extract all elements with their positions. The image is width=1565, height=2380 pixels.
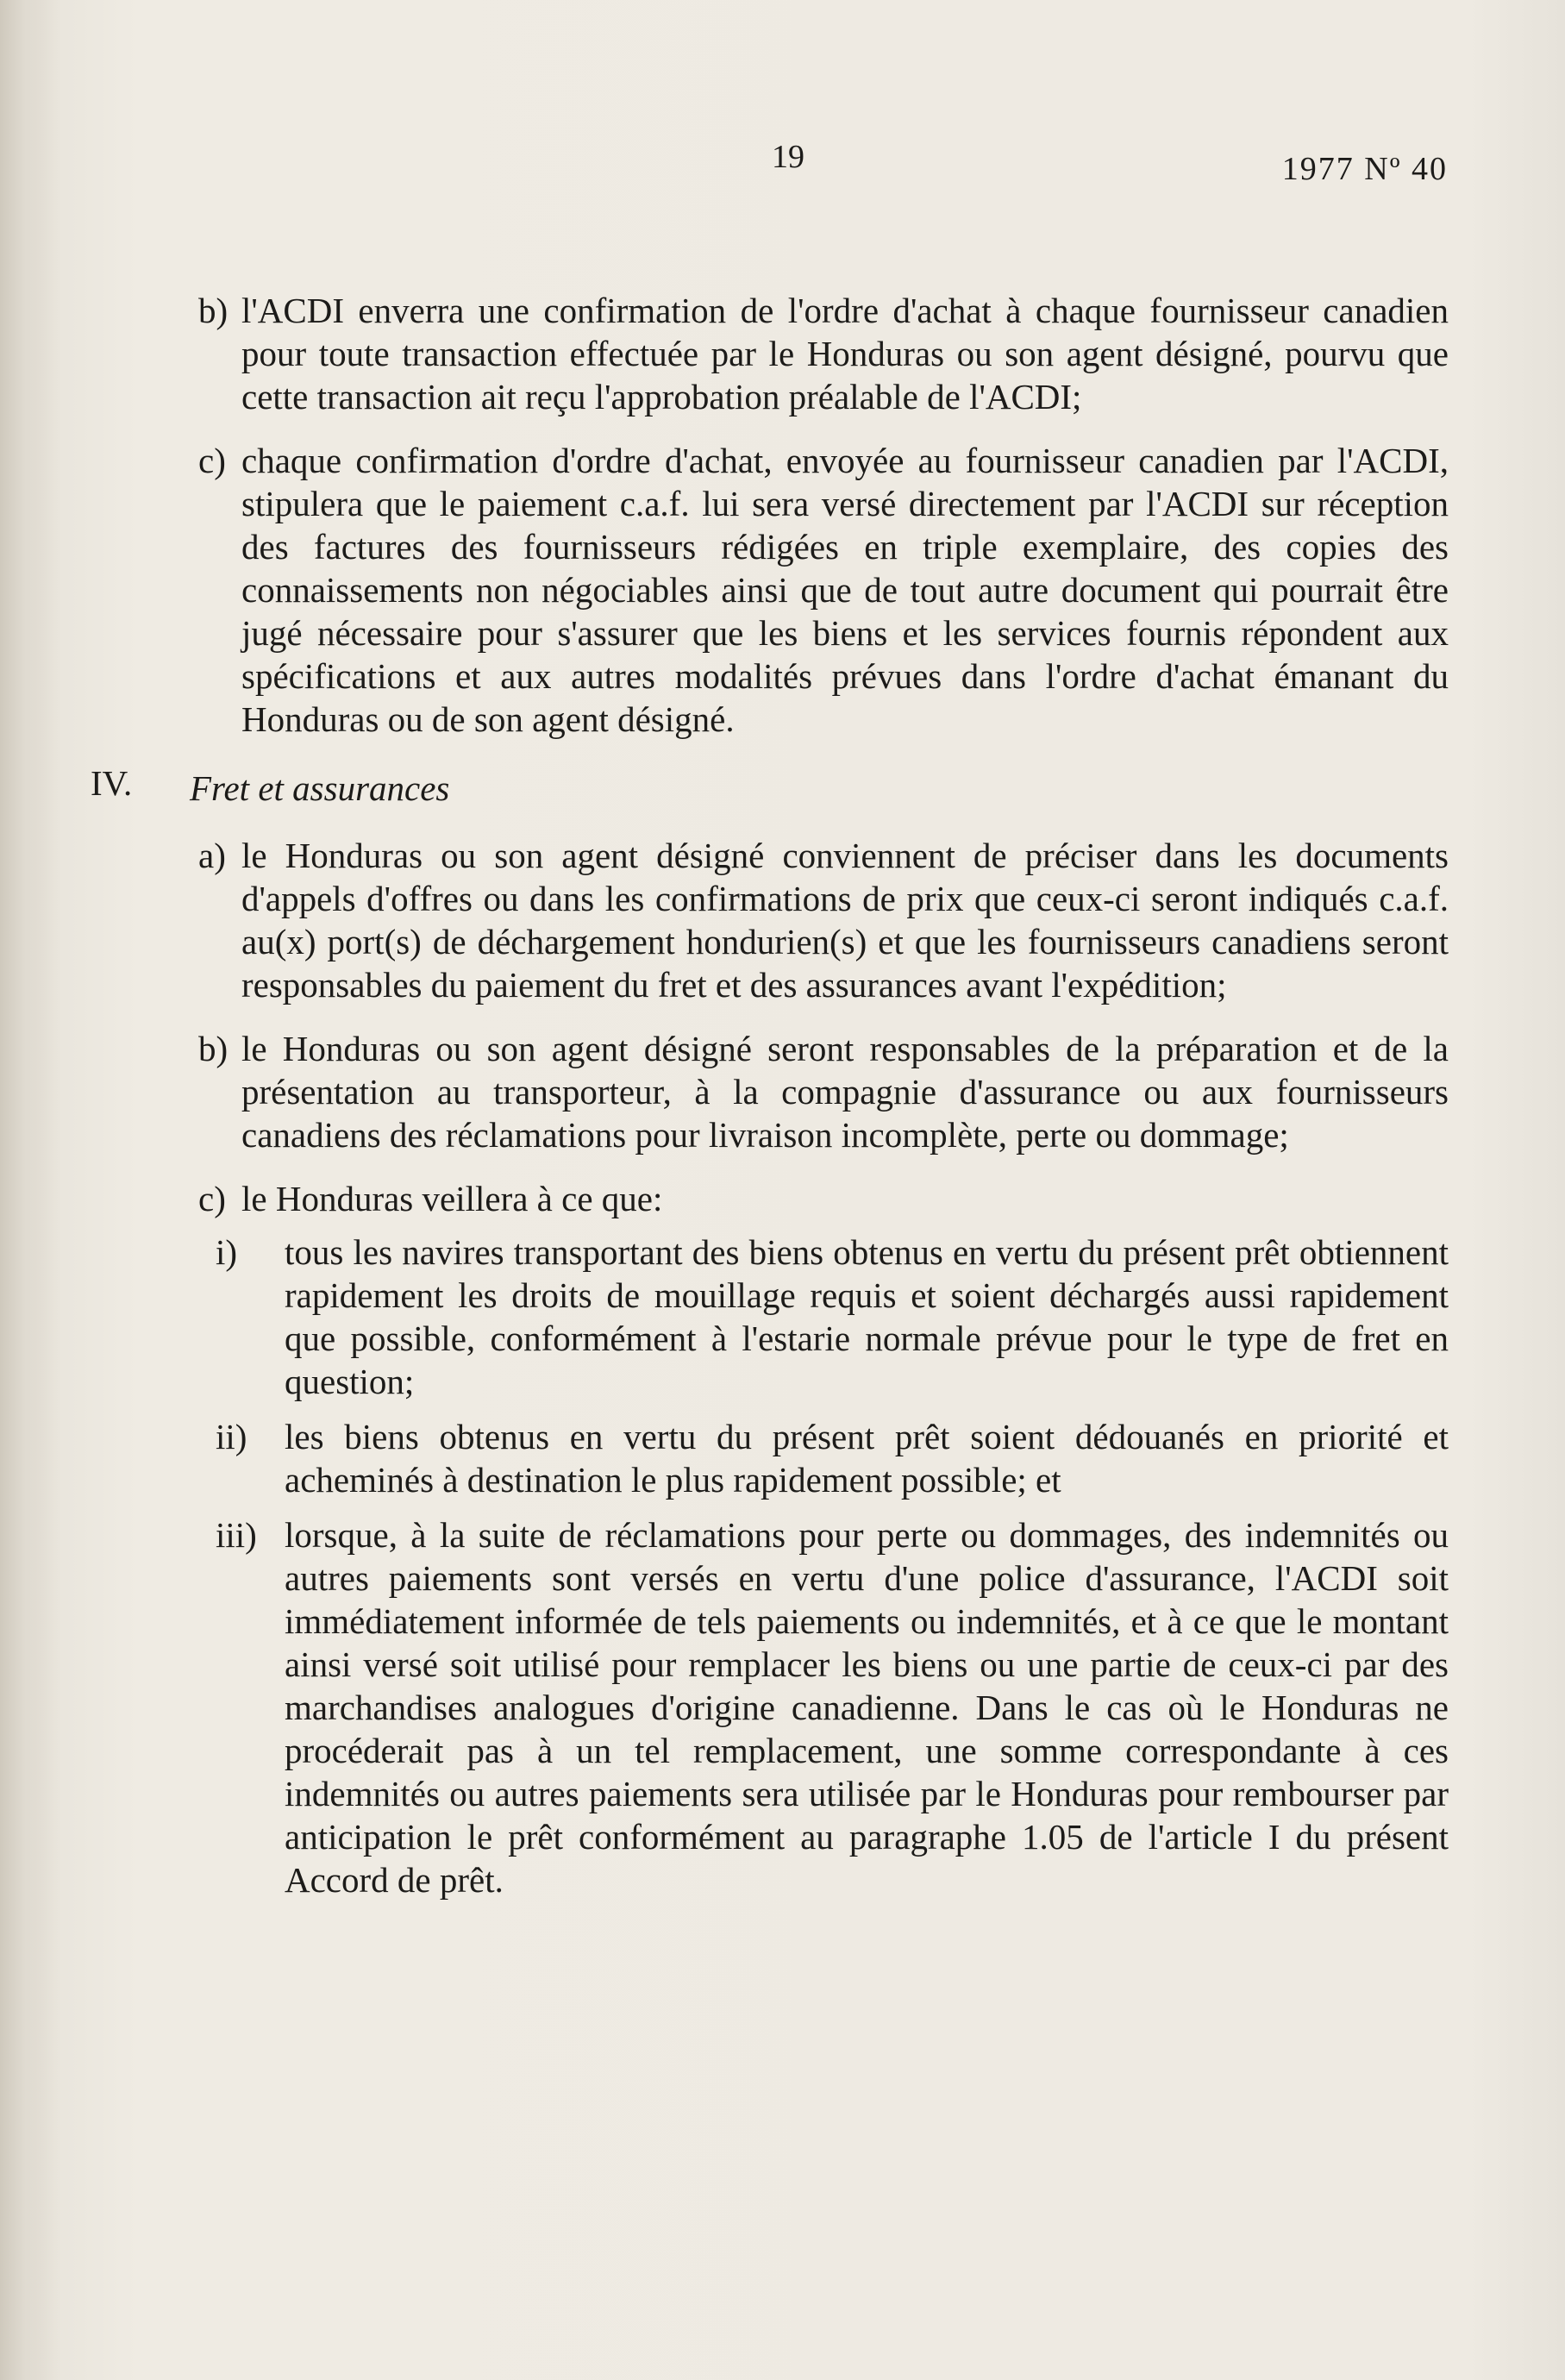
sub-list-item <box>121 1231 1449 1403</box>
list-marker: b) <box>198 291 228 330</box>
paragraph-text: le Honduras ou son agent désigné conviennent de préciser dans les documents d'appels d'offres ou dans les confirmations de prix que ceux-ci seront indiqués c.a.f. au(x) port(s) de déchargement hondurien(s) et que les fournisseurs canadiens seront responsables du paiement du fret et des assurances avant l'expédition; <box>241 836 1449 1005</box>
sub-list-marker: i) <box>216 1232 238 1272</box>
paragraph-text: tous les navires transportant des biens obtenus en vertu du présent prêt obtiennent rapidement les droits de mouillage requis et soient déchargés aussi rapidement que possible, conformément à l'estarie normale prévue pour le type de fret en question; <box>285 1232 1449 1401</box>
section-title: Fret et assurances <box>190 768 450 808</box>
page-number: 19 <box>772 139 804 175</box>
sub-list-marker: iii) <box>216 1515 257 1555</box>
paragraph-text: les biens obtenus en vertu du présent prêt soient dédouanés en priorité et acheminés à destination le plus rapidement possible; et <box>285 1417 1449 1500</box>
list-item <box>121 439 1449 741</box>
list-item <box>121 1027 1449 1156</box>
page-binding-shadow <box>0 0 60 2380</box>
list-item <box>121 289 1449 418</box>
paragraph-text: chaque confirmation d'ordre d'achat, envoyée au fournisseur canadien par l'ACDI, stipulera que le paiement c.a.f. lui sera versé directement par l'ACDI sur réception des factures des fournisseurs rédigées en triple exemplaire, des copies des connaissements non négociables ainsi que de tout autre document qui pourrait être jugé nécessaire pour s'assurer que les biens et les services fournis répondent aux spécifications et aux autres modalités prévues dans l'ordre d'achat émanant du Honduras ou de son agent désigné. <box>241 441 1449 739</box>
list-marker: c) <box>198 1179 226 1218</box>
paragraph-text: lorsque, à la suite de réclamations pour perte ou dommages, des indemnités ou autres paiements sont versés en vertu d'une police d'assurance, l'ACDI soit immédiatement informée de tels paiements ou indemnités, et à ce que le montant ainsi versé soit utilisé pour remplacer les biens ou une partie de ceux-ci par des marchandises analogues d'origine canadienne. Dans le cas où le Honduras ne procéderait pas à un tel remplacement, une somme correspondante à ces indemnités ou autres paiements sera utilisée par le Honduras pour rembourser par anticipation le prêt conformément au paragraphe 1.05 de l'article I du présent Accord de prêt. <box>285 1515 1449 1900</box>
list-marker: b) <box>198 1029 228 1068</box>
sub-list-item <box>121 1415 1449 1501</box>
paragraph-text: le Honduras veillera à ce que: <box>241 1179 663 1218</box>
sub-list-marker: ii) <box>216 1417 247 1456</box>
issue-number: 1977 Nº 40 <box>1281 151 1448 187</box>
list-item <box>121 834 1449 1006</box>
paragraph-text: l'ACDI enverra une confirmation de l'ordre d'achat à chaque fournisseur canadien pour toute transaction effectuée par le Honduras ou son agent désigné, pourvu que cette transaction ait reçu l'approbation préalable de l'ACDI; <box>241 291 1449 416</box>
list-marker: c) <box>198 441 226 480</box>
list-marker: a) <box>198 836 226 875</box>
section-number: IV. <box>91 763 133 803</box>
document-body <box>91 289 1449 1913</box>
page-header <box>0 138 1565 190</box>
section-heading <box>91 763 1449 810</box>
sub-list-item <box>121 1513 1449 1901</box>
paragraph-text: le Honduras ou son agent désigné seront responsables de la préparation et de la présentation au transporteur, à la compagnie d'assurance ou aux fournisseurs canadiens des réclamations pour livraison incomplète, perte ou dommage; <box>241 1029 1449 1155</box>
list-item <box>121 1177 1449 1220</box>
